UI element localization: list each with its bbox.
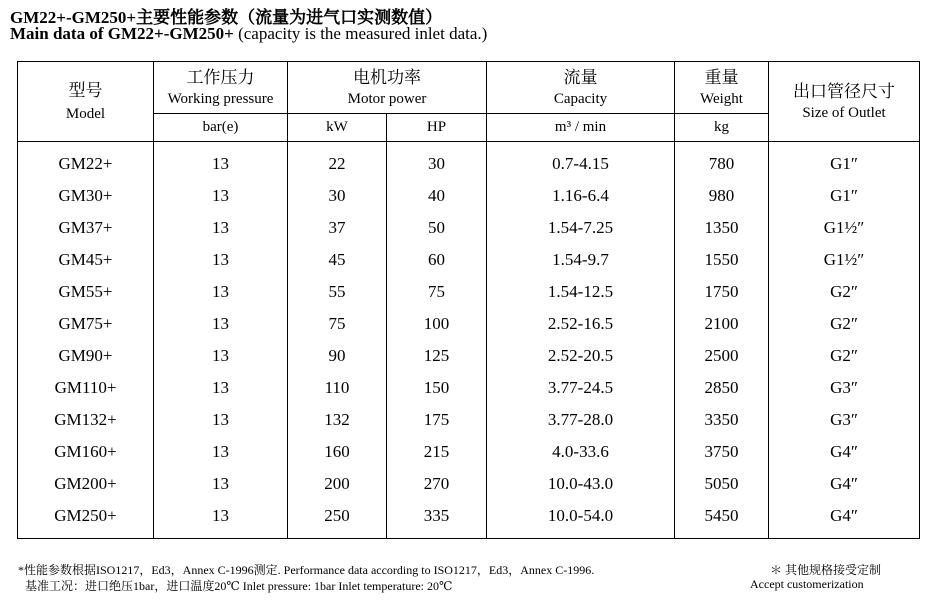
cell-kw: 55 bbox=[288, 276, 387, 308]
unit-kw: kW bbox=[288, 114, 387, 142]
cell-weight: 780 bbox=[675, 142, 769, 181]
cell-kw: 90 bbox=[288, 340, 387, 372]
cell-outlet: G1½″ bbox=[769, 212, 920, 244]
header-model-en: Model bbox=[65, 105, 106, 122]
cell-kw: 250 bbox=[288, 500, 387, 539]
cell-pressure: 13 bbox=[154, 212, 288, 244]
table-row bbox=[18, 500, 920, 539]
header-capacity-en: Capacity bbox=[553, 90, 608, 107]
cell-weight: 1350 bbox=[675, 212, 769, 244]
header-power-en: Motor power bbox=[347, 90, 427, 107]
cell-kw: 132 bbox=[288, 404, 387, 436]
unit-hp: HP bbox=[387, 114, 487, 142]
cell-hp: 150 bbox=[387, 372, 487, 404]
header-power bbox=[288, 62, 487, 114]
cell-model: GM160+ bbox=[18, 436, 154, 468]
cell-kw: 37 bbox=[288, 212, 387, 244]
unit-pressure: bar(e) bbox=[154, 114, 288, 142]
table-row bbox=[18, 244, 920, 276]
table-row bbox=[18, 308, 920, 340]
cell-model: GM132+ bbox=[18, 404, 154, 436]
cell-capacity: 1.54-7.25 bbox=[487, 212, 675, 244]
header-capacity bbox=[487, 62, 675, 114]
header-capacity-zh: 流量 bbox=[563, 67, 598, 87]
page-title-en-note: (capacity is the measured inlet data.) bbox=[233, 24, 488, 43]
unit-capacity: m³ / min bbox=[487, 114, 675, 142]
cell-kw: 75 bbox=[288, 308, 387, 340]
cell-hp: 75 bbox=[387, 276, 487, 308]
cell-model: GM45+ bbox=[18, 244, 154, 276]
cell-pressure: 13 bbox=[154, 436, 288, 468]
table-row bbox=[18, 180, 920, 212]
cell-outlet: G4″ bbox=[769, 468, 920, 500]
cell-hp: 270 bbox=[387, 468, 487, 500]
table-row bbox=[18, 142, 920, 181]
header-model-zh: 型号 bbox=[68, 80, 103, 100]
header-pressure-en: Working pressure bbox=[167, 90, 274, 107]
cell-kw: 45 bbox=[288, 244, 387, 276]
cell-hp: 60 bbox=[387, 244, 487, 276]
cell-weight: 1550 bbox=[675, 244, 769, 276]
cell-outlet: G2″ bbox=[769, 308, 920, 340]
header-pressure-zh: 工作压力 bbox=[186, 67, 255, 87]
spec-table bbox=[17, 61, 920, 539]
header-model bbox=[18, 62, 154, 142]
header-pressure bbox=[154, 62, 288, 114]
cell-capacity: 1.54-12.5 bbox=[487, 276, 675, 308]
cell-capacity: 1.54-9.7 bbox=[487, 244, 675, 276]
cell-pressure: 13 bbox=[154, 500, 288, 539]
cell-outlet: G1½″ bbox=[769, 244, 920, 276]
cell-kw: 30 bbox=[288, 180, 387, 212]
cell-kw: 160 bbox=[288, 436, 387, 468]
cell-pressure: 13 bbox=[154, 276, 288, 308]
header-weight bbox=[675, 62, 769, 114]
cell-weight: 1750 bbox=[675, 276, 769, 308]
table-row bbox=[18, 340, 920, 372]
spec-table-body bbox=[18, 142, 920, 539]
cell-model: GM90+ bbox=[18, 340, 154, 372]
table-row bbox=[18, 212, 920, 244]
header-outlet bbox=[769, 62, 920, 142]
header-power-zh: 电机功率 bbox=[353, 67, 421, 87]
cell-model: GM55+ bbox=[18, 276, 154, 308]
cell-capacity: 3.77-24.5 bbox=[487, 372, 675, 404]
header-weight-zh: 重量 bbox=[704, 67, 739, 87]
page-title-en-bold: Main data of GM22+-GM250+ bbox=[10, 24, 234, 43]
cell-outlet: G3″ bbox=[769, 372, 920, 404]
cell-weight: 2500 bbox=[675, 340, 769, 372]
cell-pressure: 13 bbox=[154, 372, 288, 404]
unit-weight: kg bbox=[675, 114, 769, 142]
cell-weight: 5450 bbox=[675, 500, 769, 539]
cell-model: GM110+ bbox=[18, 372, 154, 404]
cell-pressure: 13 bbox=[154, 340, 288, 372]
cell-kw: 110 bbox=[288, 372, 387, 404]
cell-pressure: 13 bbox=[154, 404, 288, 436]
cell-model: GM37+ bbox=[18, 212, 154, 244]
cell-hp: 125 bbox=[387, 340, 487, 372]
cell-hp: 30 bbox=[387, 142, 487, 181]
cell-hp: 100 bbox=[387, 308, 487, 340]
cell-kw: 22 bbox=[288, 142, 387, 181]
cell-outlet: G4″ bbox=[769, 436, 920, 468]
cell-kw: 200 bbox=[288, 468, 387, 500]
page-title-zh: GM22+-GM250+主要性能参数（流量为进气口实测数值） bbox=[10, 8, 443, 27]
page-title-en bbox=[10, 24, 487, 44]
cell-outlet: G3″ bbox=[769, 404, 920, 436]
cell-weight: 2850 bbox=[675, 372, 769, 404]
cell-pressure: 13 bbox=[154, 308, 288, 340]
cell-capacity: 2.52-16.5 bbox=[487, 308, 675, 340]
cell-capacity: 1.16-6.4 bbox=[487, 180, 675, 212]
table-row bbox=[18, 276, 920, 308]
cell-capacity: 2.52-20.5 bbox=[487, 340, 675, 372]
cell-hp: 215 bbox=[387, 436, 487, 468]
cell-model: GM200+ bbox=[18, 468, 154, 500]
table-row bbox=[18, 372, 920, 404]
cell-capacity: 10.0-54.0 bbox=[487, 500, 675, 539]
cell-capacity: 10.0-43.0 bbox=[487, 468, 675, 500]
cell-hp: 50 bbox=[387, 212, 487, 244]
table-row bbox=[18, 468, 920, 500]
cell-outlet: G2″ bbox=[769, 340, 920, 372]
cell-outlet: G2″ bbox=[769, 276, 920, 308]
cell-hp: 40 bbox=[387, 180, 487, 212]
cell-model: GM250+ bbox=[18, 500, 154, 539]
table-row bbox=[18, 436, 920, 468]
custom-note-zh: ＊ 其他规格接受定制 bbox=[770, 563, 882, 577]
cell-model: GM22+ bbox=[18, 142, 154, 181]
cell-capacity: 3.77-28.0 bbox=[487, 404, 675, 436]
cell-model: GM30+ bbox=[18, 180, 154, 212]
cell-hp: 335 bbox=[387, 500, 487, 539]
cell-hp: 175 bbox=[387, 404, 487, 436]
cell-weight: 3350 bbox=[675, 404, 769, 436]
cell-weight: 5050 bbox=[675, 468, 769, 500]
cell-weight: 3750 bbox=[675, 436, 769, 468]
cell-outlet: G4″ bbox=[769, 500, 920, 539]
table-row bbox=[18, 404, 920, 436]
header-weight-en: Weight bbox=[700, 90, 743, 107]
cell-pressure: 13 bbox=[154, 180, 288, 212]
cell-pressure: 13 bbox=[154, 468, 288, 500]
cell-model: GM75+ bbox=[18, 308, 154, 340]
header-outlet-en: Size of Outlet bbox=[802, 104, 886, 121]
cell-weight: 2100 bbox=[675, 308, 769, 340]
custom-note-en: Accept customerization bbox=[750, 577, 864, 591]
cell-pressure: 13 bbox=[154, 244, 288, 276]
cell-capacity: 0.7-4.15 bbox=[487, 142, 675, 181]
cell-outlet: G1″ bbox=[769, 142, 920, 181]
cell-outlet: G1″ bbox=[769, 180, 920, 212]
footnote-standard: *性能参数根据ISO1217，Ed3，Annex C-1996测定. Performance data according to ISO1217，Ed3，Annex C-1996. bbox=[18, 563, 595, 577]
cell-pressure: 13 bbox=[154, 142, 288, 181]
header-outlet-zh: 出口管径尺寸 bbox=[793, 81, 895, 101]
cell-capacity: 4.0-33.6 bbox=[487, 436, 675, 468]
footnote-conditions: 基准工况：进口绝压1bar，进口温度20℃ Inlet pressure: 1bar Inlet temperature: 20℃ bbox=[25, 579, 453, 593]
cell-weight: 980 bbox=[675, 180, 769, 212]
